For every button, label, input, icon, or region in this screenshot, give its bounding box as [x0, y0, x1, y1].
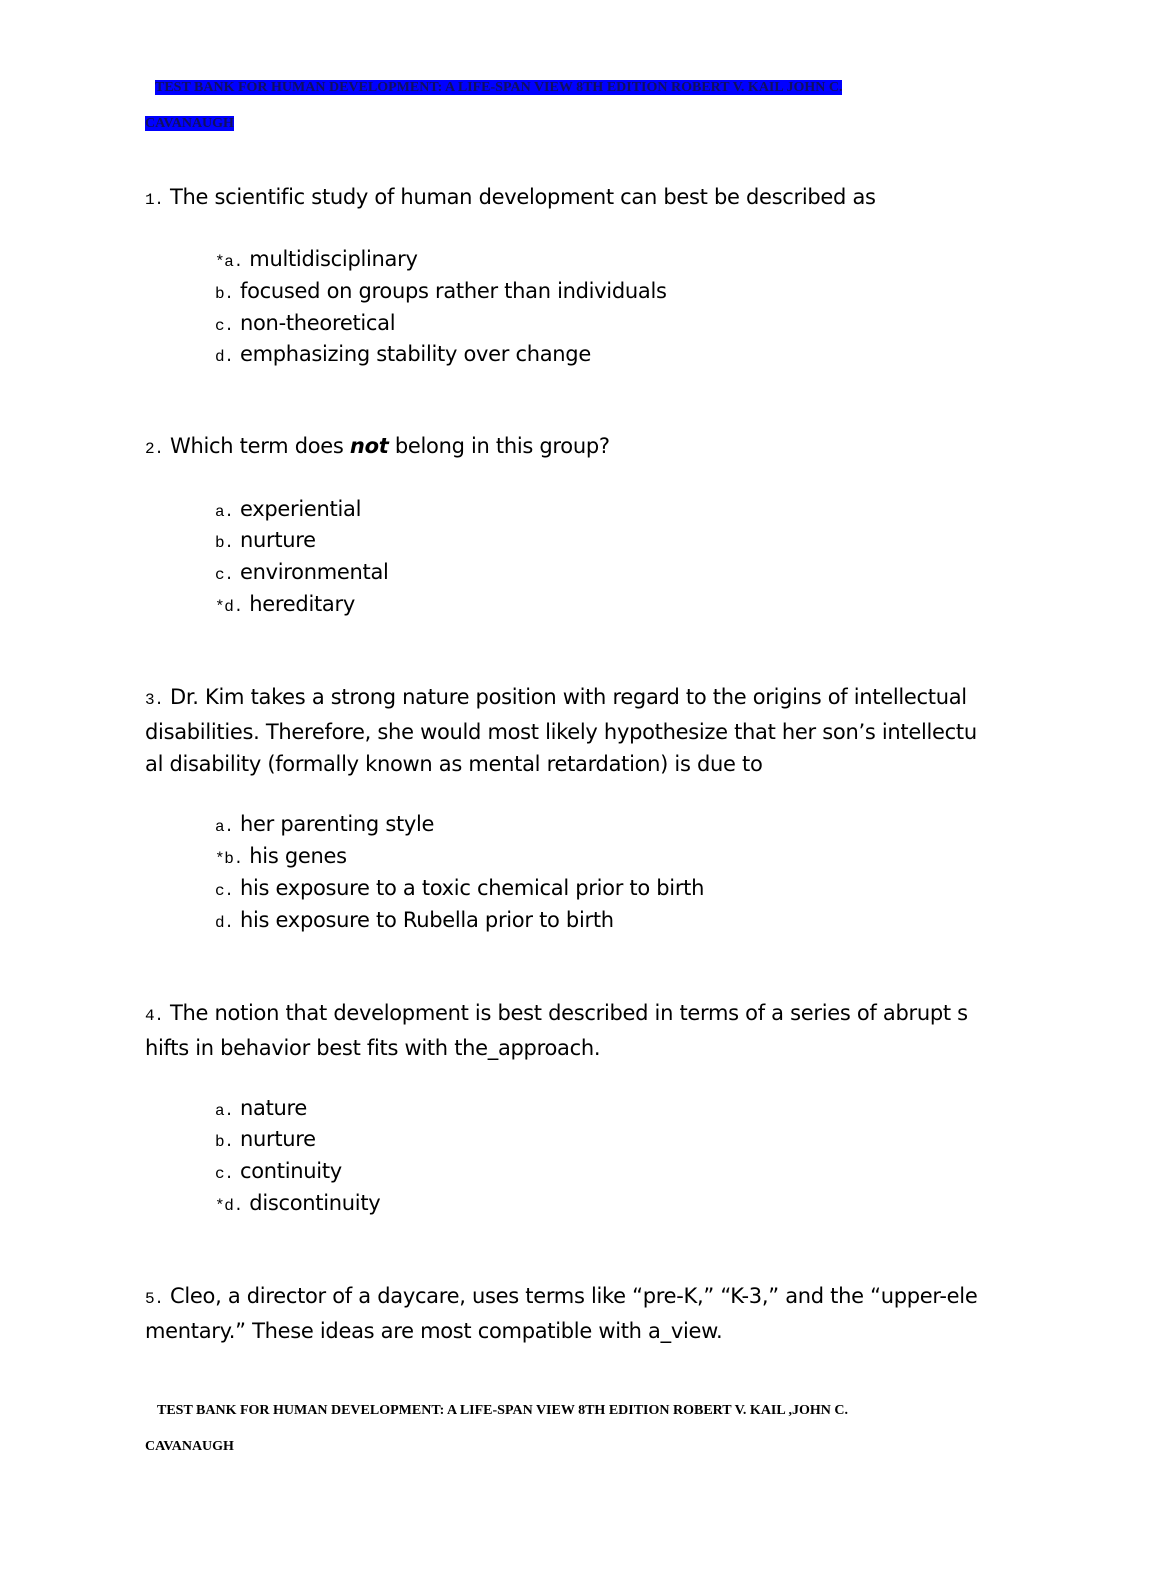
question-text: Cleo, a director of a daycare, uses terms like “pre-K,” “K-3,” and the “upper-ele — [170, 1284, 978, 1308]
question-text-after: belong in this group? — [394, 434, 610, 458]
option — [215, 556, 389, 591]
option — [215, 524, 316, 559]
option-letter: a. — [215, 818, 234, 836]
question-2 — [145, 430, 1005, 465]
option — [215, 840, 347, 875]
option — [215, 588, 355, 623]
header-title-highlight: TEST BANK FOR HUMAN DEVELOPMENT: A LIFE-SPAN VIEW 8TH EDITION ROBERT V. KAIL JOHN C. — [155, 80, 843, 95]
question-text: The notion that development is best described in terms of a series of abrupt s — [170, 1001, 968, 1025]
question-text: Dr. Kim takes a strong nature position with regard to the origins of intellectual — [170, 685, 967, 709]
footer-line-1: TEST BANK FOR HUMAN DEVELOPMENT: A LIFE-SPAN VIEW 8TH EDITION ROBERT V. KAIL ,JOHN C. — [157, 1403, 848, 1418]
option-text: hereditary — [249, 592, 355, 616]
option-letter: c. — [215, 1165, 234, 1183]
question-line — [145, 1280, 1005, 1315]
option — [215, 808, 434, 843]
question-number: 3. — [145, 691, 164, 709]
option — [215, 275, 667, 310]
option — [215, 307, 395, 342]
option-letter: *d. — [215, 1197, 243, 1215]
option — [215, 1187, 380, 1222]
question-text: The scientific study of human development can best be described as — [170, 185, 876, 209]
option — [215, 1092, 307, 1127]
question-3 — [145, 681, 1005, 780]
question-number: 1. — [145, 191, 164, 209]
option-text: experiential — [240, 497, 362, 521]
option — [215, 338, 591, 373]
option — [215, 904, 614, 939]
option-letter: *b. — [215, 850, 243, 868]
option-text: his exposure to Rubella prior to birth — [240, 908, 614, 932]
option-letter: a. — [215, 1102, 234, 1120]
option-letter: c. — [215, 882, 234, 900]
question-number: 2. — [145, 440, 164, 458]
option-text: nature — [240, 1096, 308, 1120]
option-text: multidisciplinary — [249, 247, 418, 271]
question-text-emphasis: not — [349, 434, 389, 458]
option-text: her parenting style — [240, 812, 435, 836]
option-letter: *a. — [215, 253, 243, 271]
question-number: 4. — [145, 1007, 164, 1025]
option-text: his exposure to a toxic chemical prior to birth — [240, 876, 705, 900]
option-text: environmental — [240, 560, 389, 584]
question-4 — [145, 997, 1005, 1064]
option-letter: c. — [215, 566, 234, 584]
question-line: al disability (formally known as mental retardation) is due to — [145, 752, 763, 776]
question-line: hifts in behavior best fits with the_approach. — [145, 1036, 601, 1060]
question-text-before: Which term does — [170, 434, 344, 458]
question-line: mentary.” These ideas are most compatible with a_view. — [145, 1319, 723, 1343]
question-5 — [145, 1280, 1005, 1347]
option-text: continuity — [240, 1159, 342, 1183]
option — [215, 1155, 342, 1190]
option — [215, 493, 361, 528]
option-text: nurture — [240, 1127, 316, 1151]
option-letter: d. — [215, 348, 234, 366]
option-letter: b. — [215, 285, 234, 303]
option — [215, 243, 418, 278]
option-text: non-theoretical — [240, 311, 396, 335]
option-letter: c. — [215, 317, 234, 335]
question-1 — [145, 181, 1005, 216]
option-text: focused on groups rather than individuals — [240, 279, 667, 303]
option-letter: *d. — [215, 598, 243, 616]
question-number: 5. — [145, 1290, 164, 1308]
question-line — [145, 997, 1005, 1032]
footer-line-2: CAVANAUGH — [145, 1439, 234, 1454]
header-line-1 — [155, 79, 842, 97]
option — [215, 1123, 316, 1158]
header-line-2 — [145, 115, 234, 133]
option-text: emphasizing stability over change — [240, 342, 591, 366]
question-line: disabilities. Therefore, she would most likely hypothesize that her son’s intellectu — [145, 720, 977, 744]
option — [215, 872, 704, 907]
question-line — [145, 681, 1005, 716]
option-letter: a. — [215, 503, 234, 521]
option-text: discontinuity — [249, 1191, 381, 1215]
option-letter: b. — [215, 534, 234, 552]
option-letter: d. — [215, 914, 234, 932]
option-letter: b. — [215, 1133, 234, 1151]
option-text: his genes — [249, 844, 347, 868]
header-author-highlight: CAVANAUGH — [145, 116, 234, 131]
option-text: nurture — [240, 528, 316, 552]
